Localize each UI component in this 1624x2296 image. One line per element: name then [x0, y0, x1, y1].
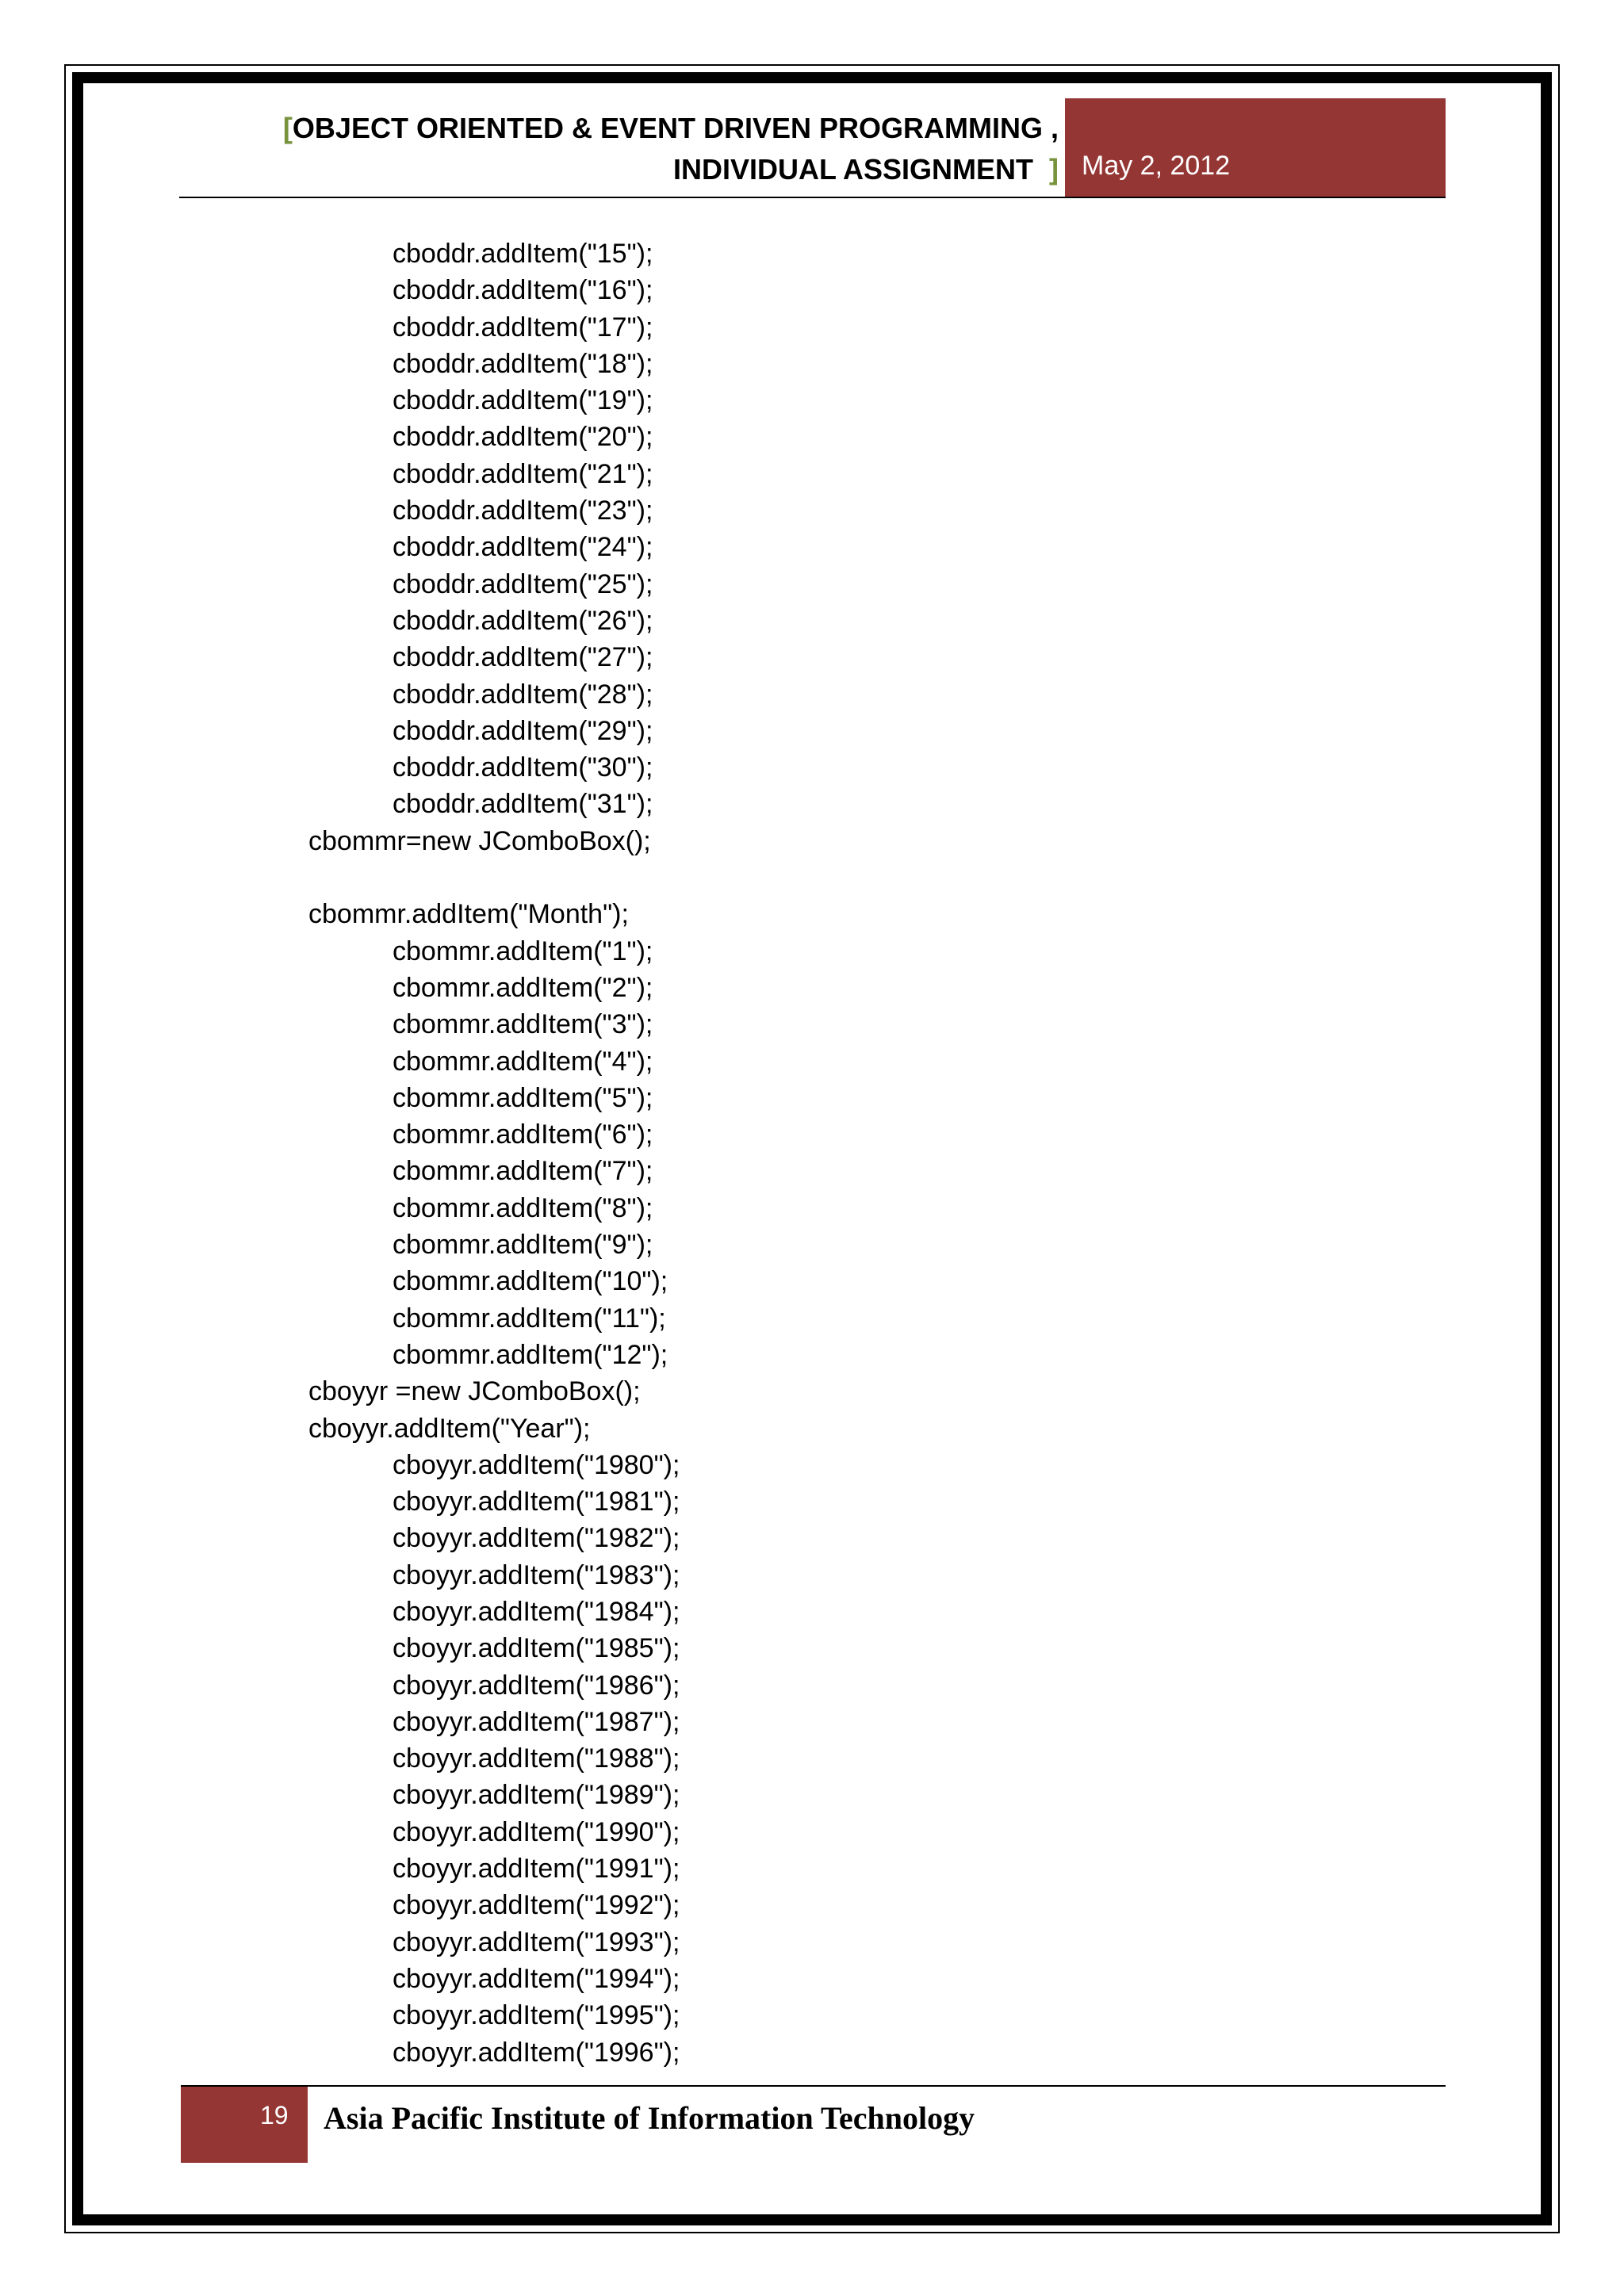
header-rule — [179, 197, 1446, 198]
code-line: cboddr.addItem("19"); — [393, 385, 653, 416]
code-line: cbommr.addItem("8"); — [393, 1192, 653, 1223]
code-line: cboddr.addItem("17"); — [393, 312, 653, 342]
footer-organization: Asia Pacific Institute of Information Technology — [324, 2100, 975, 2136]
code-line: cboyyr.addItem("1991"); — [393, 1854, 680, 1885]
code-line — [308, 859, 1101, 896]
code-line: cboyyr.addItem("1986"); — [393, 1670, 680, 1701]
code-line: cboyyr.addItem("1980"); — [393, 1449, 680, 1480]
code-line: cbommr.addItem("6"); — [393, 1119, 653, 1150]
code-line: cbommr.addItem("4"); — [393, 1046, 653, 1077]
footer-page-box — [181, 2087, 308, 2163]
header-title-text2: INDIVIDUAL ASSIGNMENT — [672, 153, 1033, 186]
code-line: cboddr.addItem("21"); — [393, 458, 653, 489]
code-line: cboddr.addItem("31"); — [393, 789, 653, 820]
code-line: cboddr.addItem("16"); — [393, 275, 653, 306]
code-line: cbommr.addItem("Month"); — [308, 899, 629, 930]
code-line: cbommr.addItem("3"); — [393, 1009, 653, 1040]
header-title — [107, 108, 1059, 190]
code-line: cbommr=new JComboBox(); — [308, 825, 651, 856]
header-date: May 2, 2012 — [1082, 151, 1231, 181]
page-number: 19 — [260, 2101, 289, 2130]
header-date-box — [1065, 98, 1446, 198]
code-line: cboyyr.addItem("1995"); — [393, 2000, 680, 2031]
code-line: cboddr.addItem("18"); — [393, 348, 653, 379]
bracket-close: ] — [1049, 153, 1059, 186]
code-line: cboyyr.addItem("1996"); — [393, 2037, 680, 2068]
header-title-line2 — [107, 149, 1059, 190]
code-line: cboyyr.addItem("1987"); — [393, 1706, 680, 1737]
code-line: cboyyr.addItem("Year"); — [308, 1413, 591, 1444]
code-line: cboddr.addItem("26"); — [393, 605, 653, 636]
code-line: cboyyr.addItem("1993"); — [393, 1927, 680, 1957]
code-line: cbommr.addItem("5"); — [393, 1082, 653, 1113]
code-line: cbommr.addItem("2"); — [393, 972, 653, 1003]
code-line: cboddr.addItem("24"); — [393, 532, 653, 563]
code-line: cbommr.addItem("1"); — [393, 936, 653, 966]
bracket-open: [ — [282, 112, 293, 144]
code-line: cboyyr.addItem("1988"); — [393, 1743, 680, 1774]
code-line: cbommr.addItem("7"); — [393, 1156, 653, 1187]
code-line: cboyyr.addItem("1984"); — [393, 1596, 680, 1627]
code-line: cboyyr.addItem("1994"); — [393, 1963, 680, 1994]
code-line: cboyyr.addItem("1982"); — [393, 1523, 680, 1554]
code-line: cboyyr.addItem("1989"); — [393, 1780, 680, 1811]
code-listing — [308, 235, 1101, 2071]
code-line: cbommr.addItem("12"); — [393, 1339, 668, 1370]
code-line: cboddr.addItem("28"); — [393, 679, 653, 710]
code-line: cboyyr.addItem("1981"); — [393, 1487, 680, 1517]
code-line: cboyyr.addItem("1992"); — [393, 1890, 680, 1921]
code-line: cboddr.addItem("27"); — [393, 642, 653, 673]
code-line: cboddr.addItem("23"); — [393, 496, 653, 526]
code-line: cboyyr.addItem("1983"); — [393, 1559, 680, 1590]
header-title-line1 — [107, 108, 1059, 149]
code-line: cboddr.addItem("15"); — [393, 239, 653, 269]
code-line: cboddr.addItem("29"); — [393, 715, 653, 746]
code-line: cbommr.addItem("11"); — [393, 1303, 666, 1334]
code-line: cboyyr.addItem("1990"); — [393, 1816, 680, 1847]
code-line: cbommr.addItem("9"); — [393, 1230, 653, 1261]
code-line: cboyyr.addItem("1985"); — [393, 1633, 680, 1664]
code-line: cboyyr =new JComboBox(); — [308, 1376, 641, 1407]
header-title-text1: OBJECT ORIENTED & EVENT DRIVEN PROGRAMMING , — [292, 112, 1059, 144]
code-line: cboddr.addItem("25"); — [393, 568, 653, 599]
code-line: cboddr.addItem("20"); — [393, 422, 653, 453]
footer-rule — [181, 2085, 1446, 2087]
code-line: cboddr.addItem("30"); — [393, 752, 653, 783]
code-line: cbommr.addItem("10"); — [393, 1266, 668, 1297]
